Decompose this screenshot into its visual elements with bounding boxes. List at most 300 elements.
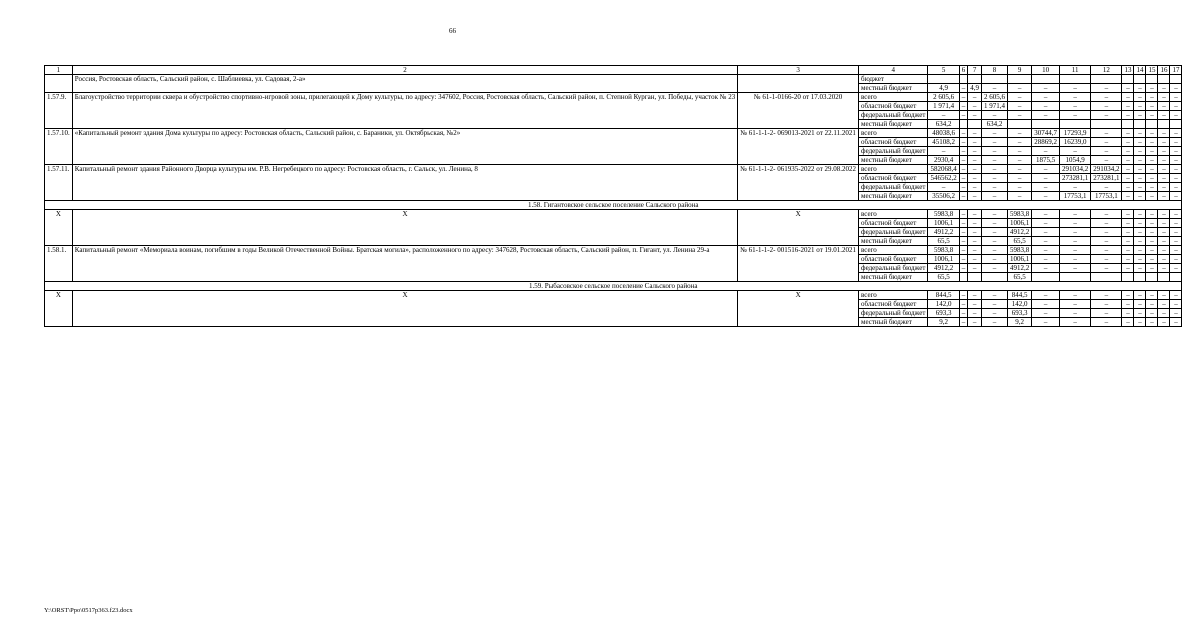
value-cell: – [1134, 84, 1146, 93]
value-cell: 291034,2 [1091, 165, 1122, 174]
value-cell: – [1170, 165, 1182, 174]
value-cell: – [1170, 192, 1182, 201]
column-number-cell: 15 [1146, 66, 1158, 75]
value-cell: – [1158, 147, 1170, 156]
value-cell: – [1091, 318, 1122, 327]
funding-source: федеральный бюджет [859, 309, 928, 318]
value-cell: – [1170, 174, 1182, 183]
value-cell: – [981, 255, 1007, 264]
value-cell: – [1059, 246, 1090, 255]
value-cell [1158, 120, 1170, 129]
value-cell: – [1158, 210, 1170, 219]
value-cell: – [1158, 111, 1170, 120]
value-cell: – [959, 291, 968, 300]
value-cell: – [1007, 147, 1031, 156]
funding-source: федеральный бюджет [859, 228, 928, 237]
value-cell: – [1007, 129, 1031, 138]
value-cell: 2 605,6 [981, 93, 1007, 102]
item-number: 1.58.1. [45, 246, 73, 282]
value-cell: – [968, 300, 982, 309]
value-cell: 4912,2 [928, 228, 959, 237]
value-cell: 5983,8 [1007, 210, 1031, 219]
value-cell: – [1059, 291, 1090, 300]
funding-source: местный бюджет [859, 192, 928, 201]
value-cell: – [981, 138, 1007, 147]
value-cell: – [1134, 111, 1146, 120]
value-cell: – [1134, 309, 1146, 318]
value-cell: – [1091, 93, 1122, 102]
value-cell: – [1059, 264, 1090, 273]
value-cell: – [1146, 318, 1158, 327]
value-cell [968, 75, 982, 84]
value-cell: – [1158, 237, 1170, 246]
value-cell: 65,5 [928, 237, 959, 246]
value-cell: – [1122, 228, 1134, 237]
value-cell: – [1122, 165, 1134, 174]
value-cell: – [1134, 291, 1146, 300]
value-cell: – [1032, 228, 1060, 237]
value-cell: – [1134, 237, 1146, 246]
value-cell: – [1122, 192, 1134, 201]
item-number [45, 75, 73, 93]
value-cell [1059, 120, 1090, 129]
value-cell: – [959, 228, 968, 237]
value-cell: – [1170, 84, 1182, 93]
value-cell: 17293,9 [1059, 129, 1090, 138]
value-cell: – [1146, 291, 1158, 300]
value-cell: – [1134, 156, 1146, 165]
column-number-cell: 5 [928, 66, 959, 75]
value-cell [1007, 120, 1031, 129]
value-cell [1134, 75, 1146, 84]
value-cell: – [1091, 309, 1122, 318]
funding-source: всего [859, 129, 928, 138]
document-number: Х [738, 210, 859, 246]
budget-table [44, 65, 1182, 327]
value-cell: 273281,1 [1059, 174, 1090, 183]
value-cell: – [1146, 165, 1158, 174]
object-name: Капитальный ремонт «Мемориала воинам, погибшим в годы Великой Отечественной Войны. Братская могила», расположенного по адресу: 347628, Ростовская область, Сальский район, п. Гигант, ул. Ленина 29-а [72, 246, 737, 282]
value-cell: – [1032, 111, 1060, 120]
value-cell: – [1134, 93, 1146, 102]
value-cell: – [968, 318, 982, 327]
value-cell: – [1122, 93, 1134, 102]
value-cell [959, 120, 968, 129]
value-cell: 65,5 [928, 273, 959, 282]
value-cell: – [1134, 219, 1146, 228]
object-name: Россия, Ростовская область, Сальский район, с. Шаблиевка, ул. Садовая, 2-а» [72, 75, 737, 93]
value-cell: – [1091, 228, 1122, 237]
value-cell: – [959, 237, 968, 246]
value-cell: – [959, 165, 968, 174]
value-cell: – [1134, 192, 1146, 201]
value-cell: – [1032, 318, 1060, 327]
value-cell: – [981, 264, 1007, 273]
value-cell: – [1032, 84, 1060, 93]
value-cell: – [1059, 102, 1090, 111]
value-cell: – [981, 246, 1007, 255]
funding-source: всего [859, 165, 928, 174]
value-cell: – [981, 165, 1007, 174]
column-number-cell: 9 [1007, 66, 1031, 75]
value-cell: – [1059, 210, 1090, 219]
value-cell: – [1134, 147, 1146, 156]
value-cell: – [1170, 183, 1182, 192]
value-cell: 48038,6 [928, 129, 959, 138]
value-cell: – [1007, 183, 1031, 192]
value-cell: 546562,2 [928, 174, 959, 183]
funding-source: федеральный бюджет [859, 183, 928, 192]
funding-source: всего [859, 210, 928, 219]
value-cell [1091, 273, 1122, 282]
value-cell: – [1122, 111, 1134, 120]
value-cell: – [1146, 156, 1158, 165]
value-cell: – [968, 219, 982, 228]
document-number: № 61-1-0166-20 от 17.03.2020 [738, 93, 859, 129]
value-cell: – [981, 318, 1007, 327]
column-number-cell: 12 [1091, 66, 1122, 75]
value-cell: – [1059, 318, 1090, 327]
value-cell: – [968, 309, 982, 318]
value-cell: – [968, 156, 982, 165]
value-cell: – [1146, 246, 1158, 255]
value-cell: – [1146, 138, 1158, 147]
value-cell: 142,0 [928, 300, 959, 309]
value-cell: – [1134, 210, 1146, 219]
value-cell [968, 120, 982, 129]
value-cell: – [1059, 309, 1090, 318]
value-cell [1134, 120, 1146, 129]
value-cell: – [981, 300, 1007, 309]
funding-source: всего [859, 246, 928, 255]
value-cell: – [968, 210, 982, 219]
funding-source: всего [859, 93, 928, 102]
value-cell: – [1170, 291, 1182, 300]
value-cell: – [1122, 318, 1134, 327]
object-name: «Капитальный ремонт здания Дома культуры по адресу: Ростовская область, Сальский район, с. Бараники, ул. Октябрьская, №2» [72, 129, 737, 165]
value-cell [1059, 75, 1090, 84]
value-cell: 1006,1 [928, 255, 959, 264]
value-cell: – [1122, 147, 1134, 156]
value-cell: – [1007, 156, 1031, 165]
value-cell: 273281,1 [1091, 174, 1122, 183]
funding-source: областной бюджет [859, 138, 928, 147]
value-cell: – [1032, 147, 1060, 156]
value-cell: – [1032, 192, 1060, 201]
value-cell: 35506,2 [928, 192, 959, 201]
value-cell: – [1134, 246, 1146, 255]
funding-source: местный бюджет [859, 237, 928, 246]
value-cell: – [928, 147, 959, 156]
value-cell: – [1091, 219, 1122, 228]
value-cell [1158, 273, 1170, 282]
value-cell [959, 75, 968, 84]
value-cell: – [1170, 228, 1182, 237]
value-cell: – [1032, 300, 1060, 309]
value-cell [1032, 273, 1060, 282]
value-cell: – [959, 174, 968, 183]
value-cell [1091, 75, 1122, 84]
value-cell: – [1059, 93, 1090, 102]
funding-source: местный бюджет [859, 273, 928, 282]
value-cell: – [1007, 111, 1031, 120]
column-number-row [45, 66, 1182, 75]
value-cell: 634,2 [928, 120, 959, 129]
value-cell: – [968, 246, 982, 255]
value-cell [1122, 120, 1134, 129]
value-cell: – [968, 111, 982, 120]
value-cell: – [1032, 237, 1060, 246]
value-cell: – [1059, 219, 1090, 228]
value-cell: – [1146, 183, 1158, 192]
value-cell [1091, 120, 1122, 129]
value-cell: – [1170, 111, 1182, 120]
value-cell: – [1134, 174, 1146, 183]
funding-source: областной бюджет [859, 174, 928, 183]
value-cell: – [981, 129, 1007, 138]
value-cell: – [1032, 264, 1060, 273]
value-cell: 1 971,4 [981, 102, 1007, 111]
value-cell: – [959, 111, 968, 120]
column-number-cell: 2 [72, 66, 737, 75]
value-cell: – [968, 147, 982, 156]
value-cell: – [1007, 102, 1031, 111]
column-number-cell: 14 [1134, 66, 1146, 75]
value-cell: – [1032, 183, 1060, 192]
value-cell: – [1122, 138, 1134, 147]
column-number-cell: 4 [859, 66, 928, 75]
value-cell: – [968, 129, 982, 138]
value-cell: – [1032, 309, 1060, 318]
table-row [45, 210, 1182, 219]
value-cell: – [1091, 300, 1122, 309]
value-cell [1170, 120, 1182, 129]
value-cell: – [1122, 219, 1134, 228]
funding-source: федеральный бюджет [859, 264, 928, 273]
value-cell: 582068,4 [928, 165, 959, 174]
document-number: № 61-1-1-2- 069013-2021 от 22.11.2021 [738, 129, 859, 165]
document-number: Х [738, 291, 859, 327]
column-number-cell: 13 [1122, 66, 1134, 75]
value-cell: – [1170, 156, 1182, 165]
value-cell: 1875,5 [1032, 156, 1060, 165]
value-cell: – [1158, 174, 1170, 183]
document-number: № 61-1-1-2- 061935-2022 от 29.08.2022 [738, 165, 859, 201]
value-cell: 634,2 [981, 120, 1007, 129]
value-cell: – [968, 165, 982, 174]
value-cell: – [1170, 255, 1182, 264]
value-cell: – [1091, 255, 1122, 264]
value-cell: – [1091, 129, 1122, 138]
value-cell: – [1091, 264, 1122, 273]
value-cell: 65,5 [1007, 237, 1031, 246]
value-cell: – [1032, 219, 1060, 228]
value-cell: – [1158, 84, 1170, 93]
value-cell: – [1146, 228, 1158, 237]
value-cell: – [981, 309, 1007, 318]
funding-source: областной бюджет [859, 102, 928, 111]
value-cell: – [981, 192, 1007, 201]
value-cell: 16239,0 [1059, 138, 1090, 147]
funding-source: бюджет [859, 75, 928, 84]
value-cell: – [928, 111, 959, 120]
value-cell: 291034,2 [1059, 165, 1090, 174]
value-cell: – [1146, 237, 1158, 246]
value-cell: – [1032, 93, 1060, 102]
funding-source: федеральный бюджет [859, 111, 928, 120]
value-cell: – [1122, 291, 1134, 300]
value-cell: – [1158, 291, 1170, 300]
value-cell: – [1158, 219, 1170, 228]
table-row [45, 93, 1182, 102]
object-name: Х [72, 210, 737, 246]
value-cell: – [1091, 210, 1122, 219]
table-row [45, 291, 1182, 300]
value-cell: – [1146, 111, 1158, 120]
table-row [45, 246, 1182, 255]
value-cell: – [1091, 111, 1122, 120]
value-cell: – [1007, 84, 1031, 93]
item-number: Х [45, 210, 73, 246]
value-cell: 2930,4 [928, 156, 959, 165]
value-cell: – [1170, 300, 1182, 309]
value-cell: – [959, 138, 968, 147]
value-cell: – [1007, 192, 1031, 201]
value-cell: – [968, 237, 982, 246]
value-cell: – [1158, 264, 1170, 273]
value-cell: – [1158, 255, 1170, 264]
value-cell: – [959, 147, 968, 156]
value-cell: – [959, 210, 968, 219]
value-cell: 28869,2 [1032, 138, 1060, 147]
value-cell: – [1158, 183, 1170, 192]
value-cell: – [968, 183, 982, 192]
funding-source: местный бюджет [859, 318, 928, 327]
column-number-cell: 1 [45, 66, 73, 75]
value-cell: – [1122, 237, 1134, 246]
value-cell: – [1122, 300, 1134, 309]
value-cell: – [1170, 147, 1182, 156]
value-cell: – [1158, 228, 1170, 237]
column-number-cell: 17 [1170, 66, 1182, 75]
funding-source: областной бюджет [859, 219, 928, 228]
value-cell: 844,5 [1007, 291, 1031, 300]
value-cell: – [959, 309, 968, 318]
value-cell: – [1158, 156, 1170, 165]
value-cell: 4912,2 [1007, 264, 1031, 273]
value-cell: 5983,8 [1007, 246, 1031, 255]
value-cell: – [1134, 183, 1146, 192]
value-cell: 1006,1 [1007, 219, 1031, 228]
value-cell: – [959, 192, 968, 201]
value-cell: – [1170, 210, 1182, 219]
funding-source: местный бюджет [859, 156, 928, 165]
value-cell: – [1170, 219, 1182, 228]
column-number-cell: 6 [959, 66, 968, 75]
value-cell: – [959, 102, 968, 111]
value-cell [928, 75, 959, 84]
document-number [738, 75, 859, 93]
value-cell: – [959, 156, 968, 165]
column-number-cell: 3 [738, 66, 859, 75]
value-cell: – [968, 102, 982, 111]
section-title-row [45, 282, 1182, 291]
value-cell: – [1122, 255, 1134, 264]
value-cell: 693,3 [1007, 309, 1031, 318]
value-cell: 9,2 [1007, 318, 1031, 327]
object-name: Капитальный ремонт здания Районного Дворца культуры им. Р.В. Негребецкого по адресу: Ростовская область, г. Сальск, ул. Ленина, 8 [72, 165, 737, 201]
value-cell [1146, 75, 1158, 84]
value-cell: – [968, 228, 982, 237]
value-cell: – [1091, 102, 1122, 111]
value-cell: – [968, 264, 982, 273]
value-cell: – [959, 183, 968, 192]
value-cell: – [1122, 129, 1134, 138]
section-title: 1.58. Гигантовское сельское поселение Сальского района [45, 201, 1182, 210]
value-cell: – [1158, 309, 1170, 318]
value-cell: – [1158, 93, 1170, 102]
funding-source: всего [859, 291, 928, 300]
value-cell: – [1146, 93, 1158, 102]
value-cell [1170, 75, 1182, 84]
value-cell: 45108,2 [928, 138, 959, 147]
value-cell: – [1134, 264, 1146, 273]
value-cell: – [1122, 309, 1134, 318]
funding-source: местный бюджет [859, 120, 928, 129]
value-cell [1032, 75, 1060, 84]
value-cell: – [1122, 156, 1134, 165]
funding-source: местный бюджет [859, 84, 928, 93]
value-cell: 17753,1 [1091, 192, 1122, 201]
value-cell: – [1007, 174, 1031, 183]
value-cell: – [1146, 84, 1158, 93]
value-cell [1122, 75, 1134, 84]
value-cell: – [1134, 318, 1146, 327]
value-cell: – [1158, 138, 1170, 147]
value-cell: – [1059, 237, 1090, 246]
value-cell [1007, 75, 1031, 84]
value-cell: – [959, 300, 968, 309]
table-row [45, 129, 1182, 138]
value-cell: 1006,1 [928, 219, 959, 228]
value-cell: – [1146, 219, 1158, 228]
funding-source: областной бюджет [859, 255, 928, 264]
value-cell: – [1158, 300, 1170, 309]
value-cell: 844,5 [928, 291, 959, 300]
column-number-cell: 7 [968, 66, 982, 75]
value-cell: – [1091, 138, 1122, 147]
value-cell [1146, 273, 1158, 282]
value-cell: – [981, 84, 1007, 93]
table-row [45, 75, 1182, 84]
section-title-row [45, 201, 1182, 210]
value-cell: – [968, 291, 982, 300]
value-cell: – [1122, 264, 1134, 273]
value-cell: – [1170, 102, 1182, 111]
value-cell: – [959, 84, 968, 93]
value-cell: – [1146, 255, 1158, 264]
value-cell: – [1091, 147, 1122, 156]
value-cell: – [1170, 246, 1182, 255]
value-cell [1122, 273, 1134, 282]
value-cell: 9,2 [928, 318, 959, 327]
value-cell: – [1134, 255, 1146, 264]
value-cell: – [1170, 318, 1182, 327]
value-cell: – [1170, 138, 1182, 147]
value-cell [1158, 75, 1170, 84]
value-cell [981, 75, 1007, 84]
value-cell [1146, 120, 1158, 129]
